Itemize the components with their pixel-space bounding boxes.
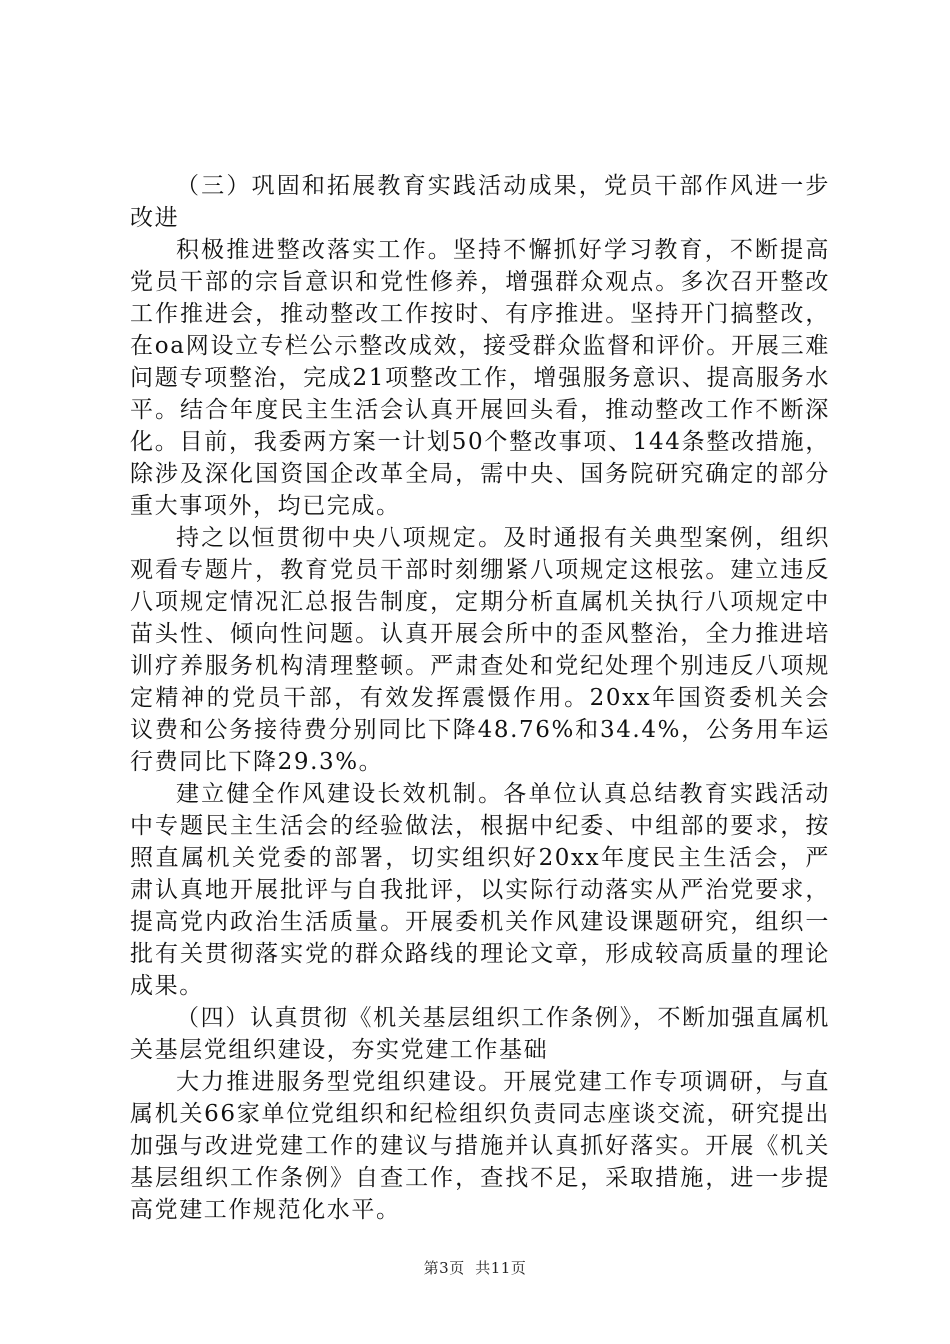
paragraph-long-term-mechanism: 建立健全作风建设长效机制。各单位认真总结教育实践活动中专题民主生活会的经验做法，根据中纪委、中组部的要求，按照直属机关党委的部署，切实组织好20xx年度民主生活会，严肃认真地开展批评与自我批评，以实际行动落实从严治党要求，提高党内政治生活质量。开展委机关作风建设课题研究，组织一批有关贯彻落实党的群众路线的理论文章，形成较高质量的理论成果。 xyxy=(130,781,830,999)
page-number-footer: 第3页 共11页 xyxy=(423,1259,527,1277)
paragraph-service-party-org: 大力推进服务型党组织建设。开展党建工作专项调研，与直属机关66家单位党组织和纪检组织负责同志座谈交流，研究提出加强与改进党建工作的建议与措施并认真抓好落实。开展《机关基层组织工作条例》自查工作，查找不足，采取措施，进一步提高党建工作规范化水平。 xyxy=(130,1069,830,1223)
document-body xyxy=(130,170,830,1226)
section-heading-3: （三）巩固和拓展教育实践活动成果，党员干部作风进一步改进 xyxy=(130,173,830,231)
paragraph-eight-rules: 持之以恒贯彻中央八项规定。及时通报有关典型案例，组织观看专题片，教育党员干部时刻绷紧八项规定这根弦。建立违反八项规定情况汇总报告制度，定期分析直属机关执行八项规定中苗头性、倾向性问题。认真开展会所中的歪风整治，全力推进培训疗养服务机构清理整顿。严肃查处和党纪处理个别违反八项规定精神的党员干部，有效发挥震慑作用。20xx年国资委机关会议费和公务接待费分别同比下降48.76%和34.4%，公务用车运行费同比下降29.3%。 xyxy=(130,525,830,775)
section-heading-4: （四）认真贯彻《机关基层组织工作条例》，不断加强直属机关基层党组织建设，夯实党建工作基础 xyxy=(130,1005,830,1063)
paragraph-rectification: 积极推进整改落实工作。坚持不懈抓好学习教育，不断提高党员干部的宗旨意识和党性修养，增强群众观点。多次召开整改工作推进会，推动整改工作按时、有序推进。坚持开门搞整改，在oa网设立专栏公示整改成效，接受群众监督和评价。开展三难问题专项整治，完成21项整改工作，增强服务意识、提高服务水平。结合年度民主生活会认真开展回头看，推动整改工作不断深化。目前，我委两方案一计划50个整改事项、144条整改措施，除涉及深化国资国企改革全局，需中央、国务院研究确定的部分重大事项外，均已完成。 xyxy=(130,237,830,519)
